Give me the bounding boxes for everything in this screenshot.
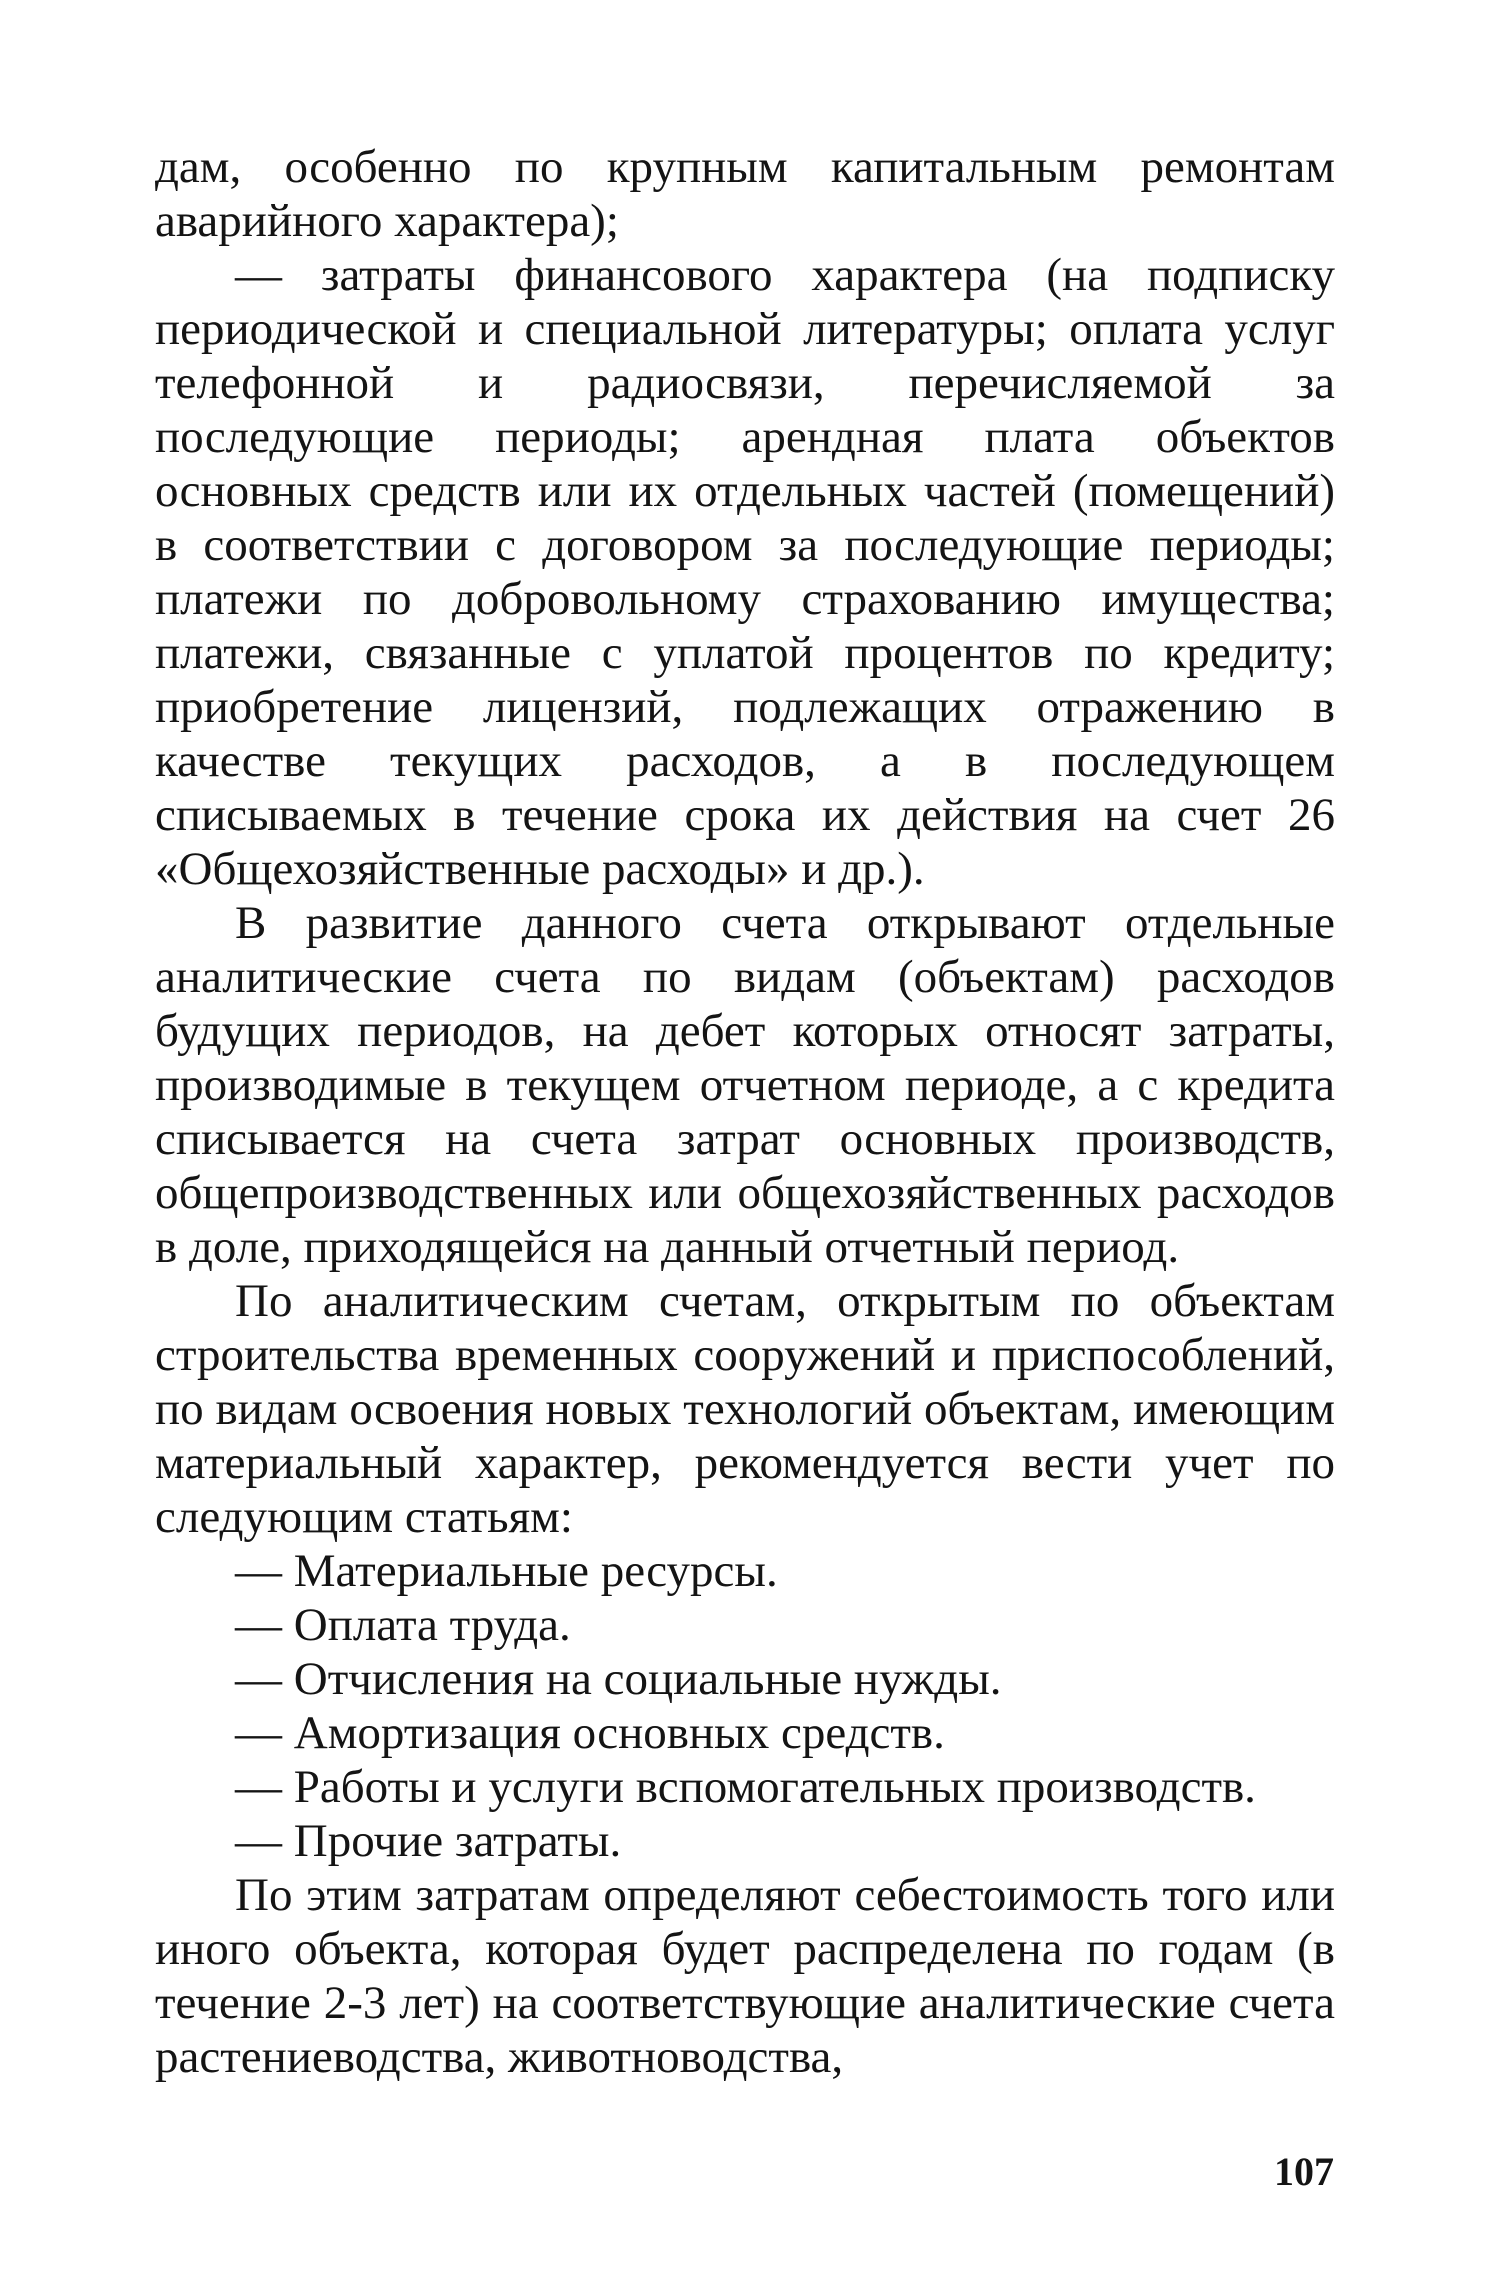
paragraph-3: В развитие данного счета открывают отдельные аналитические счета по видам (объектам) расходов будущих периодов, на дебет которых относят затраты, производимые в текущем отчетном периоде, а с кредита списывается на счета затрат основных производств, общепроизводственных или общехозяйственных расходов в доле, приходящейся на данный отчетный период. [155, 897, 1335, 1273]
list-item: — Материальные ресурсы. [235, 1545, 778, 1597]
paragraph-4: По аналитическим счетам, открытым по объектам строительства временных сооружений и приспособлений, по видам освоения новых технологий объектам, имеющим материальный характер, рекомендуется вести учет по следующим статьям: [155, 1275, 1335, 1543]
list-item: — Прочие затраты. [235, 1815, 622, 1867]
paragraph-5: По этим затратам определяют себестоимость того или иного объекта, которая будет распределена по годам (в течение 2-3 лет) на соответствующие аналитические счета растениеводства, животноводства, [155, 1869, 1335, 2083]
list-item: — Амортизация основных средств. [235, 1707, 945, 1759]
list-item: — Отчисления на социальные нужды. [235, 1653, 1002, 1705]
expense-items-list [155, 1544, 1335, 1868]
paragraph-1: дам, особенно по крупным капитальным ремонтам аварийного характера); [155, 141, 1335, 247]
page-text [155, 140, 1335, 2084]
paragraph-2: — затраты финансового характера (на подписку периодической и специальной литературы; оплата услуг телефонной и радиосвязи, перечисляемой за последующие периоды; арендная плата объектов основных средств или их отдельных частей (помещений) в соответствии с договором за последующие периоды; платежи по добровольному страхованию имущества; платежи, связанные с уплатой процентов по кредиту; приобретение лицензий, подлежащих отражению в качестве текущих расходов, а в последующем списываемых в течение срока их действия на счет 26 «Общехозяйственные расходы» и др.). [155, 249, 1335, 895]
page-number: 107 [1274, 2149, 1334, 2194]
list-item: — Работы и услуги вспомогательных производств. [235, 1761, 1256, 1813]
list-item: — Оплата труда. [235, 1599, 571, 1651]
